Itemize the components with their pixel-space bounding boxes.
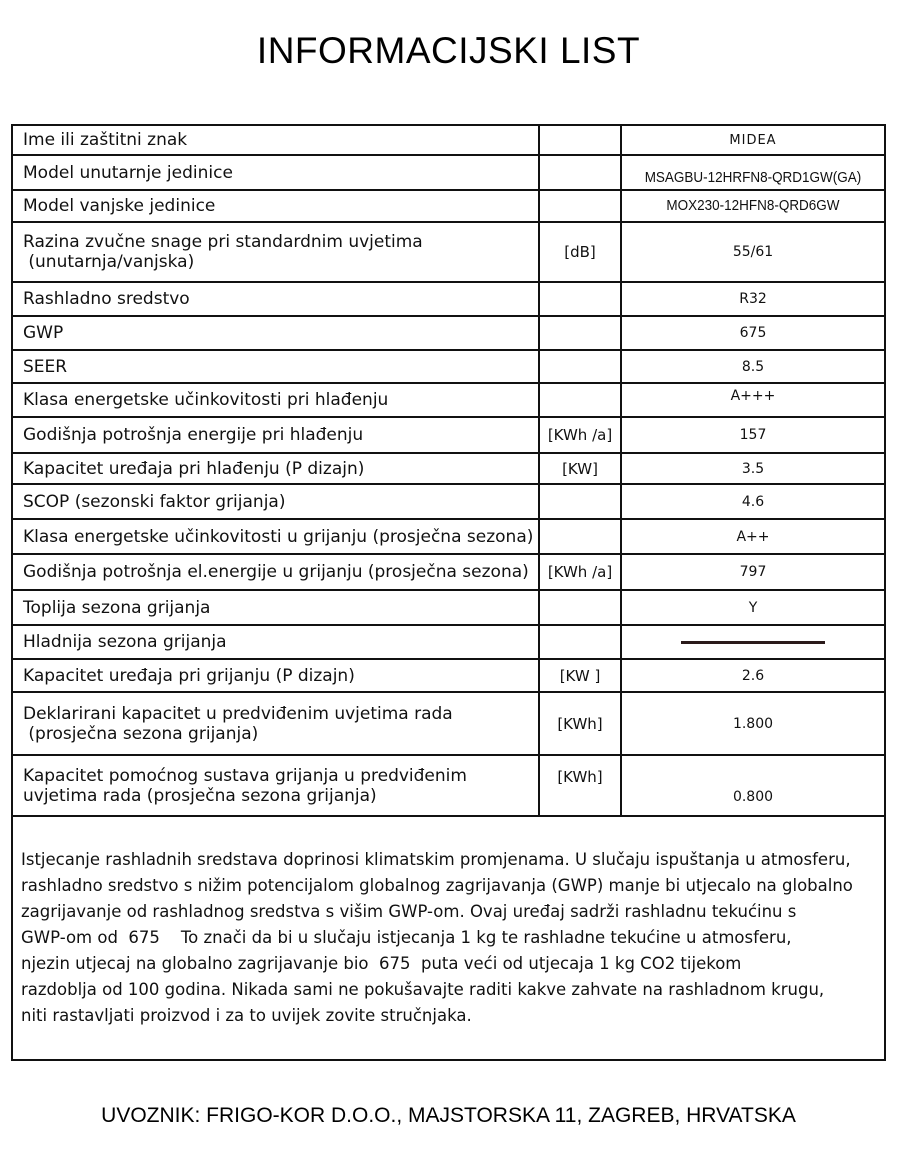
table-row [13, 484, 884, 519]
row-unit: [KWh] [539, 755, 621, 816]
table-row [13, 350, 884, 383]
refrigerant-notice [11, 847, 882, 1029]
notice-line: niti rastavljati proizvod i za to uvijek zovite stručnjaka. [21, 1006, 472, 1025]
notice-line: rashladno sredstvo s nižim potencijalom globalnog zagrijavanja (GWP) manje bi utjecalo na globalno [21, 876, 853, 895]
row-unit [539, 126, 621, 155]
row-unit [539, 590, 621, 625]
empty-value-dash [681, 641, 825, 644]
row-label: Kapacitet uređaja pri grijanju (P dizajn) [13, 659, 539, 692]
notice-line: zagrijavanje od rashladnog sredstva s višim GWP-om. Ovaj uređaj sadrži rashladnu tekućinu s [21, 902, 797, 921]
row-label-line: (prosječna sezona grijanja) [23, 723, 259, 744]
notice-line: Istjecanje rashladnih sredstava doprinosi klimatskim promjenama. U slučaju ispuštanja u atmosferu, [21, 850, 851, 869]
row-label [13, 222, 539, 282]
row-label: SEER [13, 350, 539, 383]
row-unit [539, 484, 621, 519]
row-value: 8.5 [621, 350, 884, 383]
row-unit: [KW] [539, 453, 621, 484]
row-value: 1.800 [621, 692, 884, 755]
row-unit [539, 155, 621, 190]
row-unit: [KWh /a] [539, 554, 621, 590]
row-unit [539, 383, 621, 417]
row-label: Model unutarnje jedinice [13, 155, 539, 190]
row-unit [539, 519, 621, 554]
table-row [13, 554, 884, 590]
row-value: MIDEA [621, 126, 884, 155]
spec-table [13, 126, 884, 817]
table-row [13, 126, 884, 155]
row-label-line: (unutarnja/vanjska) [23, 252, 195, 272]
row-value: A++ [621, 519, 884, 554]
row-label [13, 692, 539, 755]
table-row [13, 190, 884, 222]
table-row [13, 383, 884, 417]
table-row [13, 155, 884, 190]
table-row [13, 222, 884, 282]
row-label: GWP [13, 316, 539, 350]
table-row [13, 692, 884, 755]
row-label [13, 755, 539, 816]
table-row [13, 659, 884, 692]
table-row [13, 519, 884, 554]
row-unit [539, 316, 621, 350]
table-row [13, 590, 884, 625]
row-value: MSAGBU-12HRFN8-QRD1GW(GA) [630, 155, 875, 190]
table-row [13, 282, 884, 316]
notice-line: njezin utjecaj na globalno zagrijavanje bio 675 puta veći od utjecaja 1 kg CO2 tijekom [21, 954, 742, 973]
row-label: Ime ili zaštitni znak [13, 126, 539, 155]
notice-line: razdoblja od 100 godina. Nikada sami ne pokušavajte raditi kakve zahvate na rashladnom krugu, [21, 980, 825, 999]
row-value: MOX230-12HFN8-QRD6GW [630, 190, 875, 222]
table-row [13, 316, 884, 350]
row-value: 797 [621, 554, 884, 590]
row-label: Rashladno sredstvo [13, 282, 539, 316]
row-label: Klasa energetske učinkovitosti pri hlađenju [13, 383, 539, 417]
table-row [13, 417, 884, 453]
row-unit [539, 190, 621, 222]
row-unit: [KW ] [539, 659, 621, 692]
importer-footer: UVOZNIK: FRIGO-KOR D.O.O., MAJSTORSKA 11, ZAGREB, HRVATSKA [101, 1104, 796, 1127]
row-value: 55/61 [621, 222, 884, 282]
row-unit: [KWh /a] [539, 417, 621, 453]
row-label: Godišnja potrošnja energije pri hlađenju [13, 417, 539, 453]
row-value: A+++ [621, 383, 884, 417]
row-label: Model vanjske jedinice [13, 190, 539, 222]
table-row [13, 453, 884, 484]
row-value: 0.800 [621, 755, 884, 816]
page-title: INFORMACIJSKI LIST [256, 30, 641, 71]
table-row [13, 625, 884, 659]
row-unit [539, 282, 621, 316]
row-label-line: Deklarirani kapacitet u predviđenim uvjetima rada [23, 703, 453, 724]
row-value: 2.6 [621, 659, 884, 692]
row-value: 4.6 [621, 484, 884, 519]
table-row [13, 755, 884, 816]
row-value [621, 625, 884, 659]
row-unit: [KWh] [539, 692, 621, 755]
row-label: Hladnija sezona grijanja [13, 625, 539, 659]
row-value: R32 [621, 282, 884, 316]
row-label: Toplija sezona grijanja [13, 590, 539, 625]
row-value: Y [621, 590, 884, 625]
row-label: Kapacitet uređaja pri hlađenju (P dizajn) [13, 453, 539, 484]
row-unit [539, 350, 621, 383]
row-label: Godišnja potrošnja el.energije u grijanju (prosječna sezona) [13, 554, 539, 590]
row-label-line: Kapacitet pomoćnog sustava grijanja u predviđenim [23, 765, 467, 786]
row-value: 3.5 [621, 453, 884, 484]
row-value: 157 [621, 417, 884, 453]
row-unit [539, 625, 621, 659]
row-label-line: uvjetima rada (prosječna sezona grijanja) [23, 785, 377, 806]
row-value: 675 [621, 316, 884, 350]
row-unit: [dB] [539, 222, 621, 282]
row-label-line: Razina zvučne snage pri standardnim uvjetima [23, 232, 423, 252]
row-label: SCOP (sezonski faktor grijanja) [13, 484, 539, 519]
notice-line: GWP-om od 675 To znači da bi u slučaju istjecanja 1 kg te rashladne tekućine u atmosferu, [21, 928, 792, 947]
row-label: Klasa energetske učinkovitosti u grijanju (prosječna sezona) [13, 519, 539, 554]
